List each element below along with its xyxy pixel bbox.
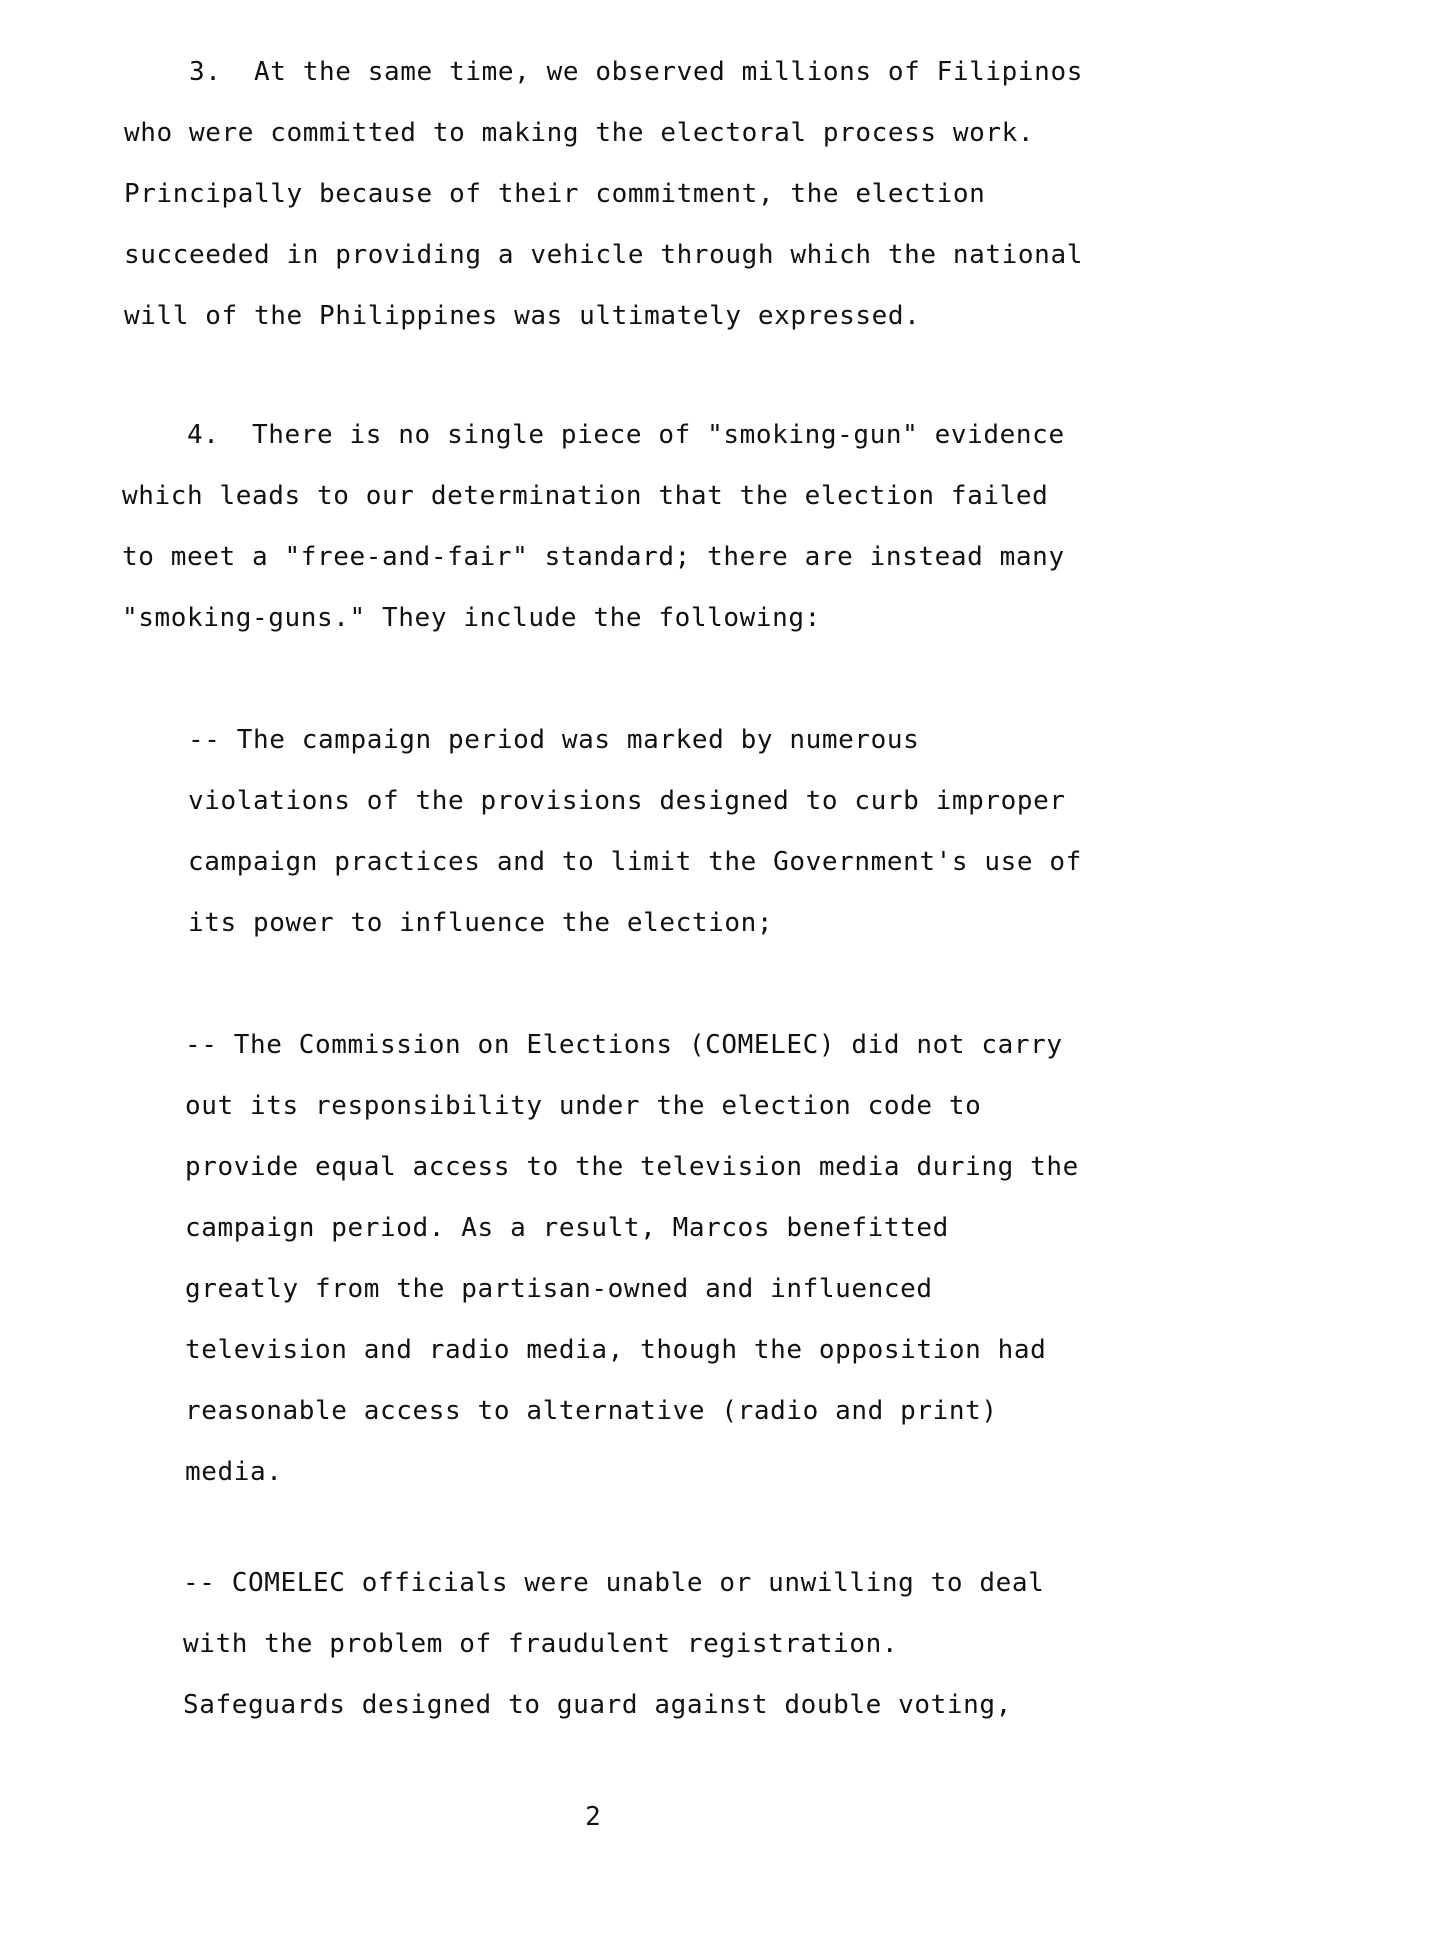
text-line: its power to influence the election;: [188, 908, 774, 938]
page-number: 2: [585, 1802, 601, 1832]
paragraph-3: [124, 42, 1083, 347]
bullet-campaign-period: [188, 710, 1082, 954]
text-line: with the problem of fraudulent registration.: [183, 1629, 899, 1659]
text-line: -- COMELEC officials were unable or unwilling to deal: [183, 1568, 1045, 1598]
text-line: greatly from the partisan-owned and influenced: [185, 1274, 933, 1304]
text-line: who were committed to making the electoral process work.: [124, 118, 1035, 148]
text-line: will of the Philippines was ultimately expressed.: [124, 301, 921, 331]
text-line: campaign period. As a result, Marcos benefitted: [185, 1213, 949, 1243]
text-line: campaign practices and to limit the Government's use of: [188, 847, 1082, 877]
text-line: reasonable access to alternative (radio and print): [185, 1396, 998, 1426]
text-line: Principally because of their commitment, the election: [124, 179, 986, 209]
paragraph-4: [122, 405, 1065, 649]
text-line: to meet a "free-and-fair" standard; there are instead many: [122, 542, 1065, 572]
text-line: violations of the provisions designed to curb improper: [188, 786, 1066, 816]
text-line: provide equal access to the television media during the: [185, 1152, 1079, 1182]
text-line: -- The Commission on Elections (COMELEC) did not carry: [185, 1030, 1063, 1060]
text-line: Safeguards designed to guard against double voting,: [183, 1690, 1012, 1720]
text-line: "smoking-guns." They include the following:: [122, 603, 821, 633]
text-line: 3. At the same time, we observed millions of Filipinos: [124, 57, 1083, 87]
text-line: television and radio media, though the opposition had: [185, 1335, 1047, 1365]
text-line: -- The campaign period was marked by numerous: [188, 725, 920, 755]
bullet-comelec-media: [185, 1015, 1079, 1503]
text-line: 4. There is no single piece of "smoking-gun" evidence: [122, 420, 1065, 450]
bullet-fraudulent-registration: [183, 1553, 1044, 1736]
text-line: media.: [185, 1457, 283, 1487]
text-line: succeeded in providing a vehicle through which the national: [124, 240, 1083, 270]
text-line: which leads to our determination that the election failed: [122, 481, 1049, 511]
text-line: out its responsibility under the election code to: [185, 1091, 982, 1121]
